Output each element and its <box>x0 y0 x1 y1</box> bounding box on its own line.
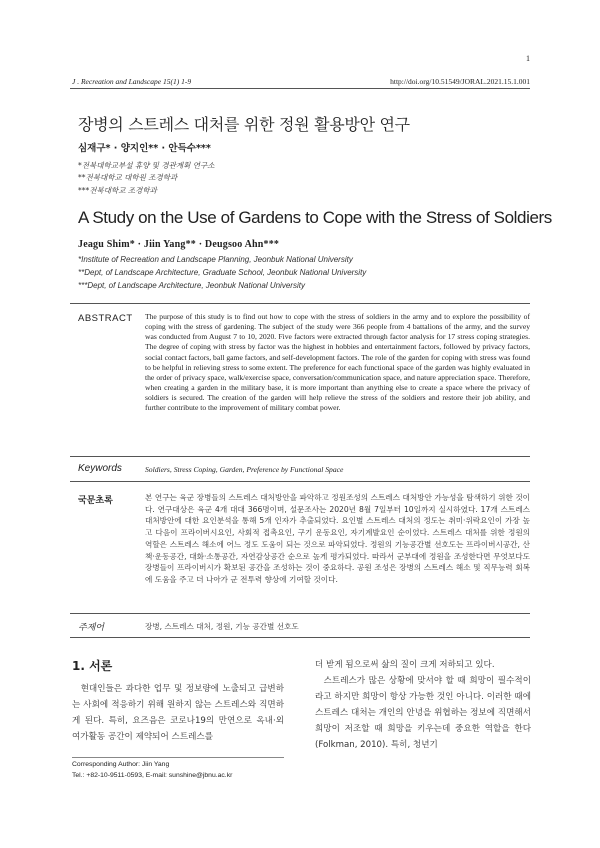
korean-affiliation: ***전북대학교 조경학과 <box>78 186 157 195</box>
korean-keywords-bottom-divider <box>70 637 530 638</box>
korean-affiliation: **전북대학교 대학원 조경학과 <box>78 173 178 182</box>
header-divider <box>70 88 530 89</box>
footnote-divider <box>72 757 284 758</box>
section-heading: 1. 서론 <box>72 659 113 673</box>
english-authors: Jeagu Shim* · Jiin Yang** · Deugsoo Ahn*** <box>78 239 280 250</box>
keywords-top-divider <box>70 456 530 457</box>
korean-abstract-text: 본 연구는 육군 장병들의 스트레스 대처방안을 파악하고 정원조성의 스트레스 대처방안 가능성을 탐색하기 위한 것이다. 연구대상은 육군 4개 대대 366명이며, 설문조사는 2020년 8월 7일부터 10일까지 실시하였다. 17개 스트레스 대처방안에 대한 요인분석을 통해 5개 인자가 추출되었다. 요인별 스트레스 대처의 정도는 취미·위락요인이 가장 높고 다음이 프라이버시요인, 사회적 접촉요인, 구기 운동요인, 자기계발요인 순이었다. 스트레스 대처를 위한 정원의 역할은 스트레스 해소에 어느 정도 도움이 되는 것으로 파악되었다. 정원의 기능공간별 선호도는 프라이버시공간, 산책·운동공간, 대화·소통공간, 자연감상공간 순으로 높게 평가되었다. 따라서 군부대에 정원을 조성한다면 무엇보다도 장병들이 프라이버시가 확보된 공간을 조성하는 것이 중요하다. 공원 조성은 장병의 스트레스 해소 및 직무능력 회복에 도움을 주고 더 나아가 군 전투력 향상에 기여할 것이다. <box>145 493 530 584</box>
english-affiliation: *Institute of Recreation and Landscape Planning, Jeonbuk National University <box>78 255 353 264</box>
korean-title: 장병의 스트레스 대처를 위한 정원 활용방안 연구 <box>78 115 410 134</box>
korean-keywords-label: 주제어 <box>78 623 105 633</box>
body-column-right <box>315 657 531 754</box>
body-paragraph: 스트레스가 많은 상황에 맞서야 할 때 희망이 필수적이라고 하지만 희망이 항상 가능한 것인 아니다. 이러한 때에 스트레스 대처는 개인의 안녕을 위협하는 정보에 직면해서 희망이 저조할 때 희망을 키우는데 중요한 역할을 한다(Folkman, 2010). 특히, 청년기 <box>315 676 531 751</box>
korean-keywords-text: 장병, 스트레스 대처, 정원, 기능 공간별 선호도 <box>145 622 299 631</box>
body-paragraph: 더 받게 됨으로써 삶의 질이 크게 저하되고 있다. <box>315 660 495 670</box>
abstract-top-divider <box>70 303 530 304</box>
abstract-label: ABSTRACT <box>78 313 133 324</box>
korean-affiliation: *전북대학교부설 휴양 및 경관계획 연구소 <box>78 161 215 170</box>
abstract-text: The purpose of this study is to find out how to cope with the stress of soldiers in the army and to explore the possibility of coping with the stress of gardening. The subject of the study were 366 people from 4 battalions of the army, and the survey was conducted from August 7 to 10, 2020. Five factors were extracted through factor analysis for 17 stress coping strategies. The degree of coping with stress by factor was the highest in hobbies and entertainment factors, followed by privacy factors, social contact factors, ball game factors, and self-development factors. The role of the garden for coping with stress was found to be helpful in relieving stress to some extent. The preference for each functional space of the garden was highly evaluated in the order of privacy space, walk/exercise space, conversation/communication space, and nature appreciation space. Therefore, when creating a garden in the military base, it is more important than anything else to create a space where the privacy of soldiers is secured. The creation of the garden will help relieve the stress of the soldiers and restore their job ability, and further contribute to the improvement of military combat power. <box>145 312 530 413</box>
journal-reference: J . Recreation and Landscape 15(1) 1-9 <box>72 77 192 86</box>
korean-keywords-top-divider <box>70 613 530 614</box>
doi-link[interactable]: http://doi.org/10.51549/JORAL.2021.15.1.001 <box>390 77 530 86</box>
page-number: 1 <box>526 54 530 63</box>
body-column-left <box>72 682 284 746</box>
korean-abstract-label: 국문초록 <box>78 496 113 506</box>
corresponding-author: Corresponding Author: Jiin Yang <box>72 761 170 768</box>
korean-authors: 심재구* · 양지인** · 안득수*** <box>78 143 211 154</box>
keywords-bottom-divider <box>70 481 530 482</box>
keywords-text: Soldiers, Stress Coping, Garden, Preference by Functional Space <box>145 465 344 474</box>
keywords-label: Keywords <box>78 463 122 474</box>
english-affiliation: **Dept, of Landscape Architecture, Graduate School, Jeonbuk National University <box>78 268 367 277</box>
author-contact: Tel.: +82-10-9511-0593, E-mail: sunshine@jbnu.ac.kr <box>72 772 233 779</box>
body-paragraph: 현대인들은 과다한 업무 및 정보량에 노출되고 급변하는 사회에 적응하기 위해 원하지 않는 스트레스와 직면하게 된다. 특히, 요즈음은 코로나19의 만연으로 옥내·외 여가활동 공간이 제약되어 스트레스를 <box>72 684 284 742</box>
english-affiliation: ***Dept, of Landscape Architecture, Jeonbuk National University <box>78 281 305 290</box>
english-title: A Study on the Use of Gardens to Cope with the Stress of Soldiers <box>78 208 552 227</box>
